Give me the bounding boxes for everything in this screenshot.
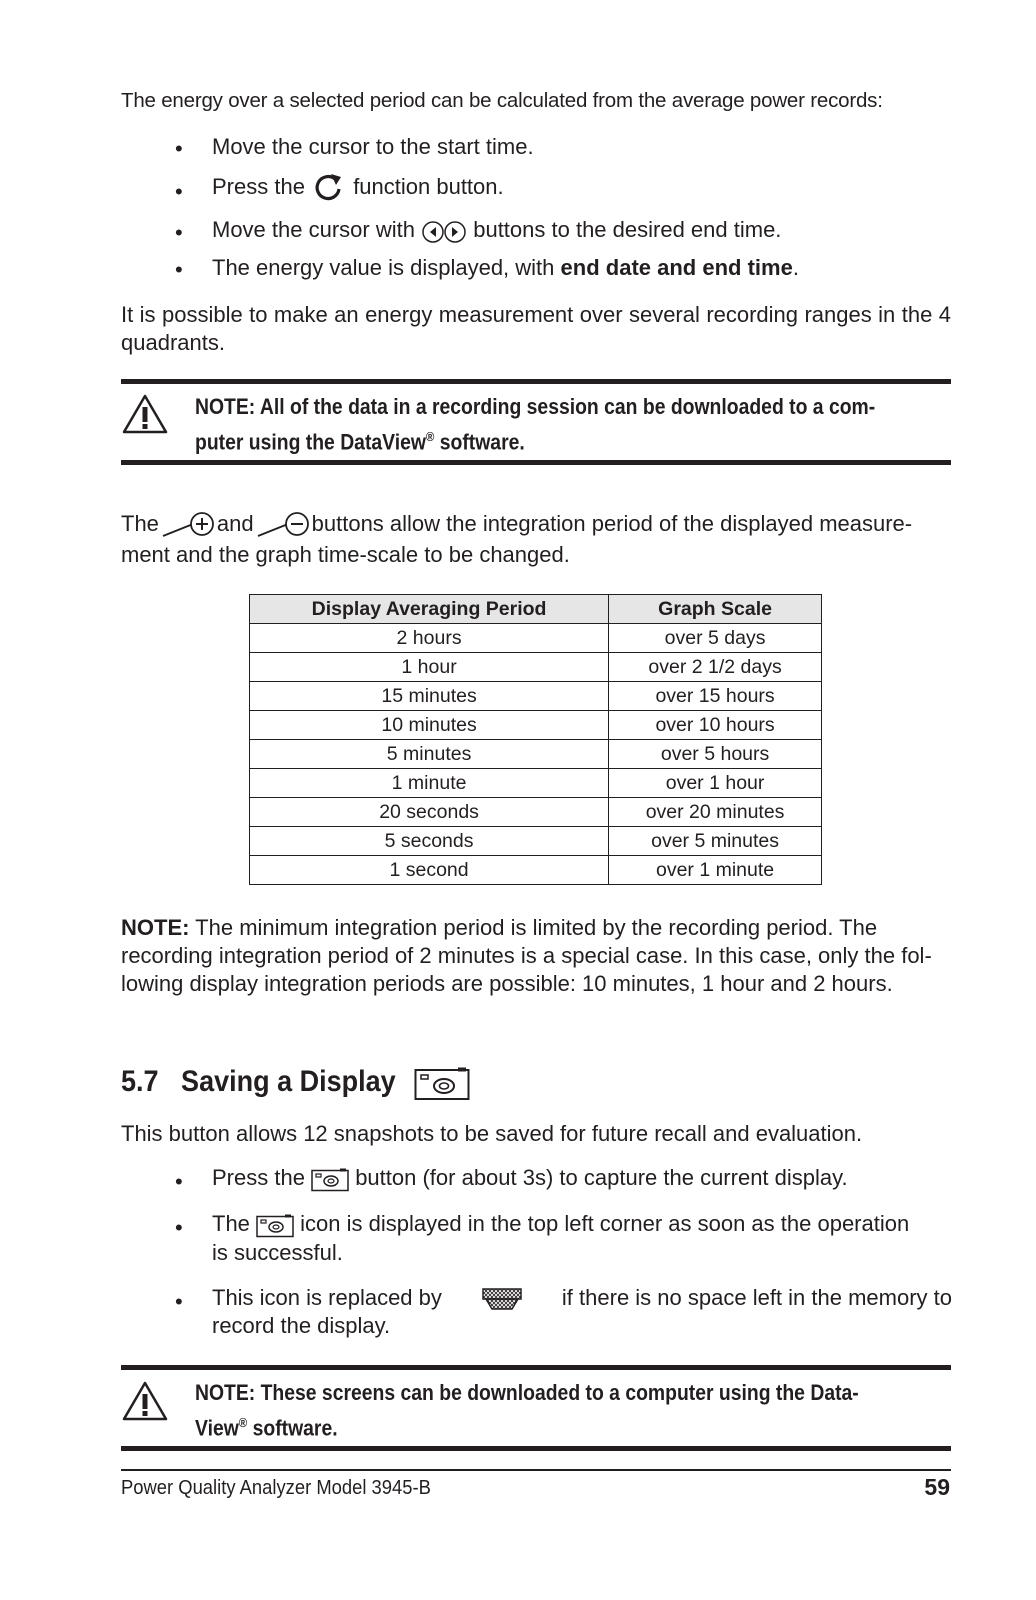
save-step-c-post: if there is no space left in the memory to (561, 1285, 952, 1310)
step-3-post: buttons to the desired end time. (473, 217, 782, 242)
table-row (250, 624, 822, 653)
left-right-arrows-icon (421, 217, 467, 245)
save-step-c-line-1 (212, 1284, 952, 1312)
step-4-pre: The energy value is displayed, with (212, 255, 555, 280)
note-line-2 (195, 422, 952, 457)
table-cell: over 2 1/2 days (609, 653, 822, 682)
table-cell: 5 minutes (250, 740, 609, 769)
save-step-a (212, 1164, 848, 1193)
zoom-line-1 (121, 508, 951, 542)
note2-line-1 (121, 914, 951, 942)
table-row (250, 769, 822, 798)
note-rule-top (121, 379, 951, 384)
bullet: • (175, 1289, 183, 1314)
header-display-averaging: Display Averaging Period (250, 595, 609, 624)
zoom-line-2: ment and the graph time-scale to be changed. (121, 541, 570, 567)
save-step-b-post: icon is displayed in the top left corner as soon as the operation (300, 1211, 910, 1236)
table-header-row (250, 595, 822, 624)
bullet: • (175, 1215, 183, 1240)
bullet: • (175, 257, 183, 282)
averaging-table (249, 594, 822, 885)
note-downloaded (195, 392, 952, 457)
note-line-2-post: software. (434, 429, 525, 455)
snapshot-paragraph: This button allows 12 snapshots to be saved for future recall and evaluation. (121, 1121, 863, 1146)
step-4-bold: end date and end time (560, 255, 793, 280)
table-cell: over 5 hours (609, 740, 822, 769)
save-step-c-pre: This icon is replaced by (212, 1285, 442, 1310)
warning-icon (121, 393, 169, 435)
table-row (250, 740, 822, 769)
save-step-c-line-2: record the display. (212, 1313, 391, 1338)
intro-text: The energy over a selected period can be calculated from the average power records: (121, 89, 883, 112)
table-cell: 20 seconds (250, 798, 609, 827)
step-4 (212, 254, 799, 282)
section-heading (121, 1065, 396, 1099)
note2-line-2: recording integration period of 2 minutes is a special case. In this case, only the fol- (121, 943, 932, 968)
table-cell: 10 minutes (250, 711, 609, 740)
note-rule-bottom (121, 1446, 951, 1451)
table-cell: 15 minutes (250, 682, 609, 711)
registered-mark: ® (238, 1415, 248, 1430)
section-title: Saving a Display (181, 1065, 396, 1098)
save-step-c (212, 1284, 952, 1340)
warning-icon (121, 1380, 169, 1422)
footer-title: Power Quality Analyzer Model 3945-B (121, 1477, 431, 1499)
table-cell: 2 hours (250, 624, 609, 653)
table-cell: over 1 minute (609, 856, 822, 885)
step-3-pre: Move the cursor with (212, 217, 415, 242)
save-step-b (212, 1210, 952, 1267)
table-row (250, 798, 822, 827)
quadrants-paragraph: It is possible to make an energy measurement over several recording ranges in the 4 quadrants. (121, 302, 951, 355)
page-number: 59 (924, 1474, 950, 1500)
bullet: • (175, 179, 183, 204)
zoom-post: buttons allow the integration period of the displayed measure- (311, 511, 913, 536)
table-cell: over 20 minutes (609, 798, 822, 827)
footer-rule (121, 1469, 951, 1471)
memory-full-icon (482, 1284, 522, 1312)
step-3 (212, 216, 781, 245)
zoom-mid: and (216, 511, 254, 536)
note3-line-2 (195, 1408, 952, 1443)
step-4-post: . (792, 255, 799, 280)
zoom-in-icon (159, 509, 217, 542)
note2-line-3: lowing display integration periods are possible: 10 minutes, 1 hour and 2 hours. (121, 971, 893, 996)
camera-icon (256, 1211, 294, 1239)
table-cell: 5 seconds (250, 827, 609, 856)
note-minimum-integration (121, 914, 951, 998)
zoom-pre: The (121, 511, 159, 536)
note3-line-2-post: software. (247, 1415, 338, 1441)
table-row (250, 653, 822, 682)
table-cell: 1 second (250, 856, 609, 885)
save-step-a-pre: Press the (212, 1165, 305, 1190)
table-cell: 1 hour (250, 653, 609, 682)
registered-mark: ® (425, 429, 435, 444)
table-cell: over 1 hour (609, 769, 822, 798)
note-screens-downloaded (195, 1378, 952, 1443)
table-cell: over 10 hours (609, 711, 822, 740)
note2-line-1-text: The minimum integration period is limited by the recording period. The (189, 915, 878, 940)
save-step-b-pre: The (212, 1211, 250, 1236)
save-step-b-line-1 (212, 1210, 952, 1239)
note3-line-1: NOTE: These screens can be downloaded to a computer using the Data- (195, 1380, 859, 1405)
note-line-1: NOTE: All of the data in a recording session can be downloaded to a com- (195, 394, 876, 419)
step-2-post: function button. (353, 173, 504, 199)
table-row (250, 711, 822, 740)
save-step-b-line-2: is successful. (212, 1240, 343, 1266)
save-step-a-post: button (for about 3s) to capture the current display. (355, 1165, 848, 1190)
note-rule-top (121, 1365, 951, 1370)
bullet: • (175, 1169, 183, 1194)
note-rule-bottom (121, 460, 951, 465)
table-cell: over 15 hours (609, 682, 822, 711)
note2-label: NOTE: (121, 915, 190, 940)
table-row (250, 856, 822, 885)
step-1: Move the cursor to the start time. (212, 134, 534, 159)
table-cell: over 5 days (609, 624, 822, 653)
table-row (250, 827, 822, 856)
table-row (250, 682, 822, 711)
zoom-buttons-paragraph (121, 508, 951, 568)
step-2 (212, 170, 504, 206)
note3-line-2-pre: View (195, 1415, 239, 1441)
zoom-out-icon (254, 509, 312, 542)
section-number: 5.7 (121, 1065, 159, 1098)
step-2-pre: Press the (212, 173, 305, 199)
note-line-2-pre: puter using the DataView (195, 429, 426, 455)
table-cell: 1 minute (250, 769, 609, 798)
refresh-icon (311, 170, 347, 206)
bullet: • (175, 220, 183, 245)
header-graph-scale: Graph Scale (609, 595, 822, 624)
camera-icon (311, 1165, 349, 1193)
bullet: • (175, 136, 183, 161)
camera-icon (414, 1067, 470, 1106)
table-cell: over 5 minutes (609, 827, 822, 856)
